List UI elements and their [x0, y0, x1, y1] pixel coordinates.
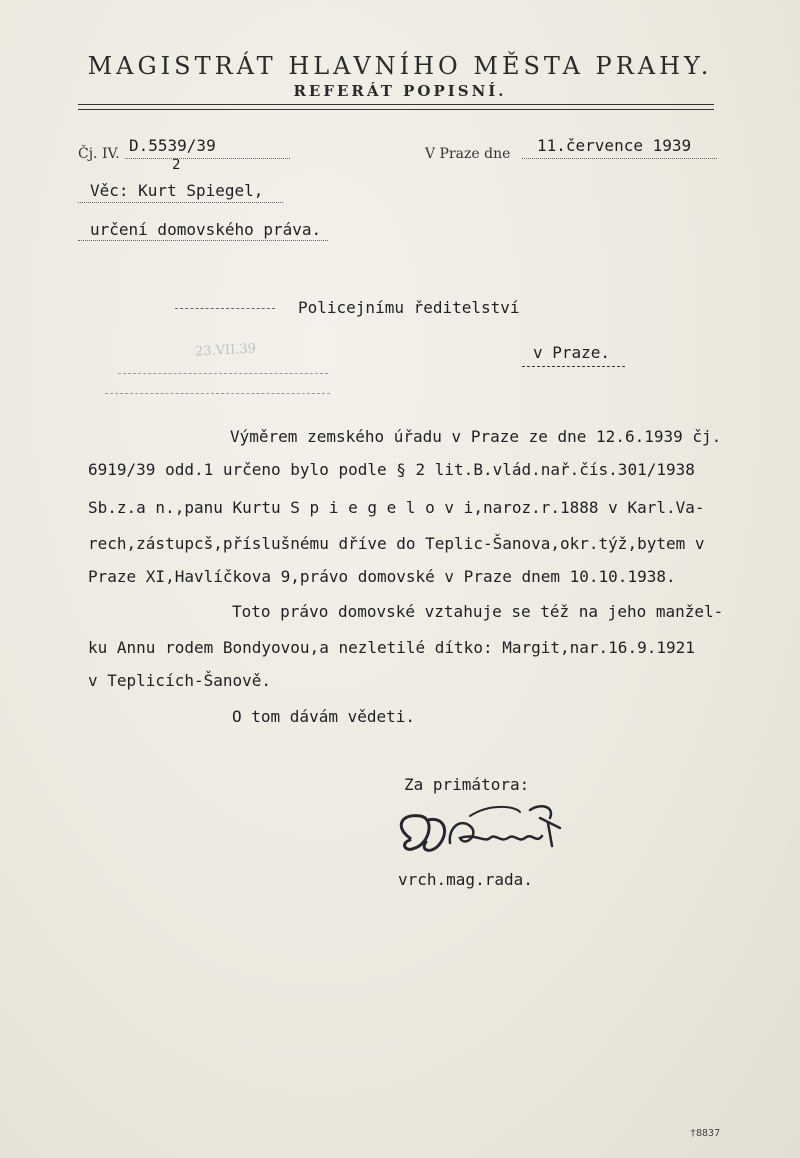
body-line: Praze XI,Havlíčkova 9,právo domovské v Praze dnem 10.10.1938. [88, 567, 676, 586]
faint-stamp: 23.VII.39 [194, 341, 257, 360]
subject-line-2: určení domovského práva. [90, 220, 322, 239]
letterhead-title: MAGISTRÁT HLAVNÍHO MĚSTA PRAHY. [87, 52, 713, 80]
handwritten-signature [390, 798, 580, 878]
body-line: Sb.z.a n.,panu Kurtu S p i e g e l o v i,naroz.r.1888 v Karl.Va- [88, 498, 705, 517]
addressee-line-2: v Praze. [533, 343, 611, 362]
subject-line-1: Věc: Kurt Spiegel, [90, 181, 264, 200]
footer-number: †8837 [690, 1128, 721, 1139]
reference-subnumber: 2 [172, 157, 181, 173]
addressee-line-1: Policejnímu ředitelství [298, 298, 520, 317]
header-rule [78, 109, 714, 110]
letterhead-subtitle: REFERÁT POPISNÍ. [293, 82, 507, 100]
body-line: Toto právo domovské vztahuje se též na jeho manžel- [232, 602, 724, 621]
body-line: 6919/39 odd.1 určeno bylo podle § 2 lit.B.vlád.nař.čís.301/1938 [88, 460, 695, 479]
body-line: ku Annu rodem Bondyovou,a nezletilé dítko: Margit,nar.16.9.1921 [88, 638, 695, 657]
reference-number: D.5539/39 [129, 136, 216, 155]
body-line: rech,zástupcš,příslušnému dříve do Teplic-Šanova,okr.týž,bytem v [88, 534, 705, 553]
subject-dotline [78, 202, 283, 203]
body-line: v Teplicích-Šanově. [88, 671, 272, 690]
reference-label: Čj. IV. [78, 146, 120, 162]
closing-title: vrch.mag.rada. [398, 870, 533, 889]
body-line: Výměrem zemského úřadu v Praze ze dne 12.6.1939 čj. [230, 427, 722, 446]
faint-line [105, 393, 330, 394]
reference-dotline [125, 158, 290, 159]
place-label: V Praze dne [425, 146, 511, 162]
address-dash [175, 308, 275, 309]
date-dotline [522, 158, 717, 159]
header-rule [78, 104, 714, 105]
faint-line [118, 373, 328, 374]
body-line: O tom dávám vědeti. [232, 707, 416, 726]
date: 11.července 1939 [537, 136, 692, 155]
closing-for: Za primátora: [404, 775, 530, 794]
address-underline [522, 366, 625, 367]
subject-dotline [78, 240, 328, 241]
